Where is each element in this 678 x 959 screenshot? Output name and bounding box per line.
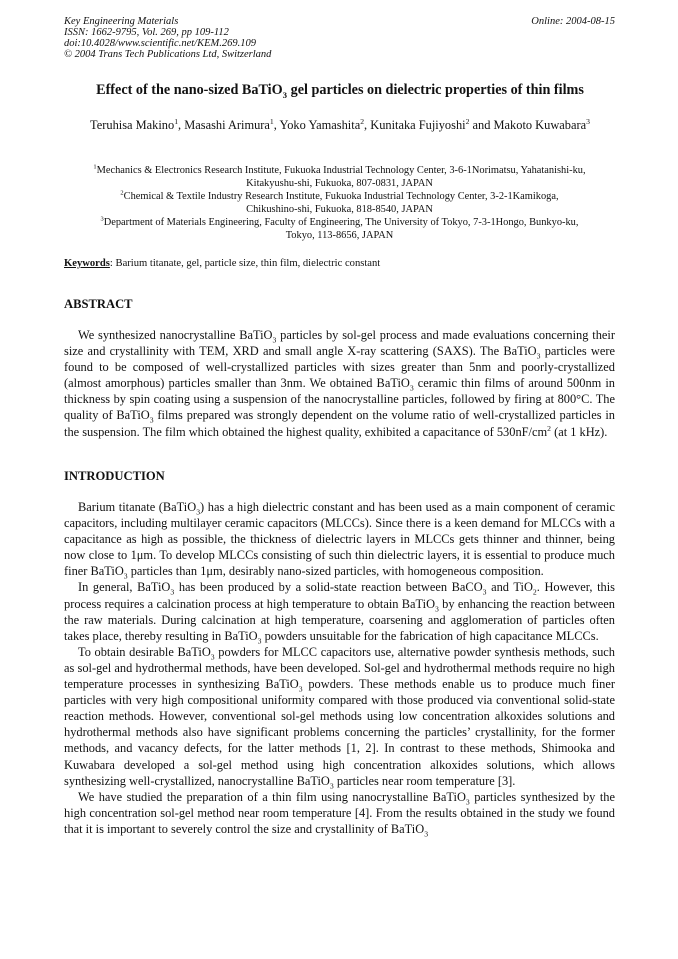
text-run: 3 — [536, 351, 541, 361]
introduction-body — [64, 499, 615, 837]
affiliation-mark: 2 — [465, 116, 470, 126]
affiliations — [64, 164, 615, 242]
text-run: by enhancing the reaction between the raw materials. During calcination at high temperature, coarsening and agglomeration of particles often takes place, thereby resulting in BaTiO — [64, 596, 615, 643]
text-run: 3 — [482, 587, 487, 597]
keywords-text: : Barium titanate, gel, particle size, thin film, dielectric constant — [109, 258, 381, 269]
abstract-heading: ABSTRACT — [64, 297, 133, 311]
affiliation-mark: 1 — [269, 116, 274, 126]
author-name: Masashi Arimura — [184, 118, 270, 132]
author-name: Makoto Kuwabara — [493, 118, 587, 132]
text-run: 2 — [547, 423, 551, 433]
online-date: Online: 2004-08-15 — [531, 16, 615, 27]
paragraph — [64, 644, 615, 789]
issn-line: ISSN: 1662-9795, Vol. 269, pp 109-112 — [64, 27, 229, 38]
text-run: particles by sol-gel process and made evaluations concerning their size and crystallinity with TEM, XRD and small angle X-ray scattering (SAXS). The BaTiO — [64, 328, 615, 359]
author-name: Kunitaka Fujiyoshi — [370, 118, 466, 132]
text-run: 3 — [257, 636, 262, 646]
text-run: ceramic thin films of around 500nm in thickness by spin coating using a suspension of the nanocrystalline particles, followed by firing at 800°C. The quality of BaTiO — [64, 376, 615, 423]
affiliation-line: Mechanics & Electronics Research Institute, Fukuoka Industrial Technology Center, 3-6-1Norimatsu, Yahatanishi-ku, — [96, 165, 586, 176]
text-run: particles than 1μm, desirably nano-sized particles, with homogeneous composition. — [127, 564, 544, 579]
paragraph — [64, 579, 615, 646]
affiliation-number: 1 — [93, 163, 97, 171]
text-run: powders unsuitable for the fabrication of high capacitance MLCCs. — [261, 628, 599, 643]
author-separator: , — [178, 118, 185, 132]
doi-line[interactable]: doi:10.4028/www.scientific.net/KEM.269.109 — [64, 38, 256, 49]
affiliation-line: Chikushino-shi, Fukuoka, 818-8540, JAPAN — [246, 204, 433, 215]
affiliation-line: Tokyo, 113-8656, JAPAN — [285, 230, 394, 241]
affiliation-number: 2 — [120, 189, 124, 197]
text-run: particles near room temperature [3]. — [333, 773, 516, 788]
text-run: 3 — [123, 571, 128, 581]
affiliation-number: 3 — [100, 215, 104, 223]
text-run: 3 — [272, 335, 277, 345]
keywords-label: Keywords — [64, 258, 110, 269]
author-name: Teruhisa Makino — [90, 118, 175, 132]
affiliation-1 — [64, 164, 615, 190]
title-text-end: gel particles on dielectric properties of thin films — [287, 82, 584, 98]
text-run: 3 — [210, 652, 215, 662]
paragraph — [64, 789, 615, 837]
text-run: has been produced by a solid-state reaction between BaCO — [174, 580, 483, 595]
keywords-line — [64, 257, 615, 270]
text-run: ) has a high dielectric constant and has been used as a main component of ceramic capacitors, including multilayer ceramic capacitors (MLCCs). Since there is a keen demand for MLCCs with a capacitance as high as possible, the thickness of dielectric layers in MLCCs gets thinner and thinner, being now close to 1μm. To develop MLCCs consisting of such thin dielectric layers, it is essential to produce much finer BaTiO — [64, 500, 615, 579]
author-name: Yoko Yamashita — [279, 118, 361, 132]
text-run: 3 — [170, 587, 175, 597]
author-list — [90, 118, 590, 133]
text-run: 3 — [149, 415, 154, 425]
text-run: particles were found to be composed of well-crystallized particles with sizes greater than 5nm and poorly-crystallized (almost amorphous) particles smaller than 3nm. We obtained BaTiO — [64, 344, 616, 391]
affiliation-2 — [64, 190, 615, 216]
text-run: 2 — [532, 587, 537, 597]
affiliation-line: Kitakyushu-shi, Fukuoka, 807-0831, JAPAN — [246, 178, 433, 189]
affiliation-mark: 3 — [586, 116, 590, 126]
text-run: 3 — [424, 829, 429, 839]
running-header — [64, 16, 615, 60]
author-separator: , — [273, 118, 280, 132]
author-separator: and — [469, 118, 494, 132]
text-run: Barium titanate (BaTiO — [78, 500, 197, 514]
affiliation-mark: 1 — [174, 116, 179, 126]
text-run: We have studied the preparation of a thin film using nanocrystalline BaTiO — [78, 789, 466, 804]
text-run: films prepared was strongly dependent on the volume ratio of well-crystallized particles in the suspension. The film which obtained the highest quality, exhibited a capacitance of 530nF/cm — [64, 408, 616, 439]
text-run: (at 1 kHz). — [550, 424, 608, 439]
introduction-heading: INTRODUCTION — [64, 469, 165, 483]
paper-title — [40, 82, 640, 99]
text-run: powders. These methods enable us to produce much finer particles with very high compositional uniformity compared with those produced via conventional solid-state reaction methods. However, conventional sol-gel methods using low concentration alkoxides solutions and hydrothermal methods also have significant problems concerning the particles’ crystallinity, for the former methods, and vacancy defects, for the latter methods [1, 2]. In contrast to these methods, Shimooka and Kuwabara developed a sol-gel method using high concentration alkoxides solutions, which allows synthesizing well-crystallized, nanocrystalline BaTiO — [64, 677, 615, 788]
text-run: 3 — [409, 383, 414, 393]
title-text: Effect of the nano-sized BaTiO — [96, 82, 283, 98]
text-run: We synthesized nanocrystalline BaTiO — [78, 328, 273, 342]
text-run: In general, BaTiO — [78, 580, 171, 595]
text-run: 3 — [196, 507, 201, 517]
author-separator: , — [364, 118, 371, 132]
paragraph — [64, 499, 615, 579]
text-run: 3 — [465, 797, 470, 807]
paragraph — [64, 327, 615, 440]
journal-name: Key Engineering Materials — [64, 16, 179, 27]
title-subscript: 3 — [282, 89, 288, 100]
text-run: To obtain desirable BaTiO — [78, 644, 211, 659]
abstract-body — [64, 327, 615, 440]
copyright-line: © 2004 Trans Tech Publications Ltd, Switzerland — [64, 49, 272, 60]
affiliation-line: Department of Materials Engineering, Faculty of Engineering, The University of Tokyo, 7-3-1Hongo, Bunkyo-ku, — [103, 217, 579, 228]
affiliation-3 — [64, 216, 615, 242]
text-run: . However, this process requires a calcination process at high temperature to obtain BaTiO — [64, 580, 615, 611]
text-run: powders for MLCC capacitors use, alternative powder synthesis methods, such as sol-gel and hydrothermal methods, have been developed. Sol-gel and hydrothermal methods require no high temperature processes in synthesizing BaTiO — [64, 644, 615, 692]
text-run: 3 — [435, 604, 439, 614]
text-run: and TiO — [486, 580, 533, 595]
affiliation-mark: 2 — [360, 116, 365, 126]
affiliation-line: Chemical & Textile Industry Research Institute, Fukuoka Industrial Technology Center, 3-2-1Kamikoga, — [123, 191, 559, 202]
text-run: 3 — [298, 684, 303, 694]
text-run: particles synthesized by the high concentration sol-gel method near room temperature [4]. From the results obtained in the study we found that it is important to severely control the size and crystallinity of BaTiO — [64, 789, 615, 836]
text-run: 3 — [329, 781, 334, 791]
